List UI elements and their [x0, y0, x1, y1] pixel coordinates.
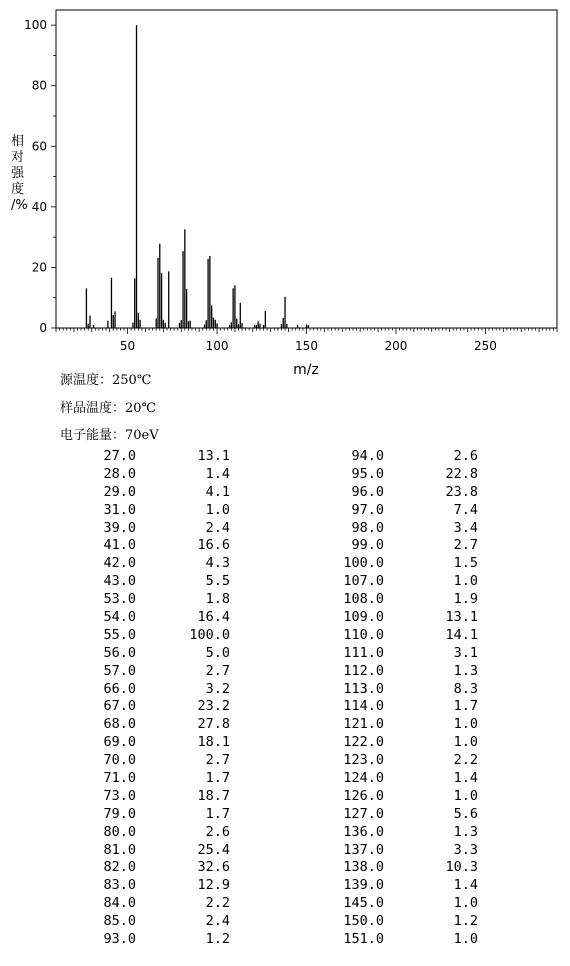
- mz-value: 82.0: [103, 859, 136, 876]
- intensity-value: 2.4: [205, 913, 230, 930]
- intensity-value: 1.4: [453, 770, 478, 787]
- mz-value: 53.0: [103, 591, 136, 608]
- mz-value: 55.0: [103, 626, 136, 643]
- mz-value: 70.0: [103, 752, 136, 769]
- intensity-value: 23.2: [197, 698, 230, 715]
- table-row: [0, 627, 570, 645]
- mz-value: 108.0: [343, 591, 384, 608]
- mz-value: 123.0: [343, 752, 384, 769]
- mz-value: 54.0: [103, 609, 136, 626]
- table-row: [0, 752, 570, 770]
- intensity-value: 5.6: [453, 805, 478, 822]
- intensity-value: 23.8: [445, 483, 478, 500]
- mz-value: 145.0: [343, 895, 384, 912]
- y-axis-ticks: [24, 18, 56, 335]
- mz-value: 56.0: [103, 644, 136, 661]
- table-row: [0, 859, 570, 877]
- y-tick-label: 80: [31, 78, 47, 93]
- mz-value: 94.0: [351, 448, 384, 464]
- mz-value: 57.0: [103, 662, 136, 679]
- mz-value: 71.0: [103, 770, 136, 787]
- mz-value: 113.0: [343, 680, 384, 697]
- mz-value: 96.0: [351, 483, 384, 500]
- mz-value: 114.0: [343, 698, 384, 715]
- bars-group: [86, 25, 308, 328]
- intensity-value: 1.0: [453, 734, 478, 751]
- intensity-value: 2.2: [205, 895, 230, 912]
- mz-value: 27.0: [103, 448, 136, 464]
- mz-value: 73.0: [103, 787, 136, 804]
- intensity-value: 3.1: [453, 644, 478, 661]
- mz-value: 93.0: [103, 931, 136, 948]
- y-axis-label-char: 对: [11, 150, 25, 165]
- intensity-value: 2.7: [205, 752, 230, 769]
- table-row: [0, 609, 570, 627]
- intensity-value: 22.8: [445, 465, 478, 482]
- sample-temperature-value: 20℃: [125, 401, 157, 416]
- intensity-value: 27.8: [197, 716, 230, 733]
- mz-value: 97.0: [351, 501, 384, 518]
- x-tick-label: 50: [119, 339, 136, 353]
- x-axis-ticks: [56, 328, 557, 353]
- mz-value: 137.0: [343, 841, 384, 858]
- intensity-value: 10.3: [445, 859, 478, 876]
- y-tick-label: 60: [31, 139, 47, 154]
- y-tick-label: 100: [24, 18, 47, 33]
- table-row: [0, 931, 570, 949]
- sample-temperature-label: 样品温度：: [60, 401, 126, 416]
- source-temperature: [60, 369, 151, 388]
- sample-temperature: [60, 397, 156, 416]
- intensity-value: 2.6: [453, 448, 478, 464]
- table-row: [0, 770, 570, 788]
- mz-value: 111.0: [343, 644, 384, 661]
- source-temperature-label: 源温度：: [60, 373, 113, 388]
- table-row: [0, 877, 570, 895]
- intensity-value: 13.1: [445, 609, 478, 626]
- mz-value: 39.0: [103, 519, 136, 536]
- mz-value: 83.0: [103, 877, 136, 894]
- table-row: [0, 734, 570, 752]
- mz-value: 42.0: [103, 555, 136, 572]
- mz-value: 81.0: [103, 841, 136, 858]
- intensity-value: 1.3: [453, 662, 478, 679]
- table-row: [0, 520, 570, 538]
- intensity-value: 2.6: [205, 823, 230, 840]
- intensity-value: 4.3: [205, 555, 230, 572]
- mz-value: 100.0: [343, 555, 384, 572]
- table-row: [0, 537, 570, 555]
- mz-value: 124.0: [343, 770, 384, 787]
- intensity-value: 4.1: [205, 483, 230, 500]
- mz-value: 31.0: [103, 501, 136, 518]
- intensity-value: 8.3: [453, 680, 478, 697]
- y-axis-label-char: 度: [11, 182, 25, 197]
- mz-value: 151.0: [343, 931, 384, 948]
- mz-value: 110.0: [343, 626, 384, 643]
- intensity-value: 3.4: [453, 519, 478, 536]
- table-row: [0, 555, 570, 573]
- x-tick-label: 250: [473, 339, 497, 353]
- intensity-value: 1.7: [205, 805, 230, 822]
- intensity-value: 16.6: [197, 537, 230, 554]
- intensity-value: 1.7: [205, 770, 230, 787]
- mz-value: 67.0: [103, 698, 136, 715]
- intensity-value: 1.8: [205, 591, 230, 608]
- intensity-value: 3.3: [453, 841, 478, 858]
- table-row: [0, 895, 570, 913]
- mz-value: 112.0: [343, 662, 384, 679]
- intensity-value: 5.0: [205, 644, 230, 661]
- mz-value: 122.0: [343, 734, 384, 751]
- table-row: [0, 698, 570, 716]
- table-row: [0, 824, 570, 842]
- y-axis-label: [11, 133, 28, 213]
- mz-value: 99.0: [351, 537, 384, 554]
- intensity-value: 1.9: [453, 591, 478, 608]
- intensity-value: 1.7: [453, 698, 478, 715]
- intensity-value: 12.9: [197, 877, 230, 894]
- intensity-value: 1.0: [453, 931, 478, 948]
- table-row: [0, 591, 570, 609]
- intensity-value: 1.0: [453, 716, 478, 733]
- intensity-value: 25.4: [197, 841, 230, 858]
- intensity-value: 18.7: [197, 787, 230, 804]
- intensity-value: 1.0: [453, 573, 478, 590]
- table-row: [0, 466, 570, 484]
- intensity-value: 1.2: [453, 913, 478, 930]
- electron-energy-label: 电子能量：: [60, 428, 126, 443]
- y-axis-label-char: /%: [11, 198, 28, 213]
- mz-value: 66.0: [103, 680, 136, 697]
- table-row: [0, 681, 570, 699]
- table-row: [0, 716, 570, 734]
- mz-value: 29.0: [103, 483, 136, 500]
- x-tick-label: 200: [384, 339, 408, 353]
- mz-value: 84.0: [103, 895, 136, 912]
- mz-value: 136.0: [343, 823, 384, 840]
- table-row: [0, 573, 570, 591]
- intensity-value: 100.0: [189, 626, 230, 643]
- intensity-value: 1.0: [205, 501, 230, 518]
- intensity-value: 1.2: [205, 931, 230, 948]
- mz-value: 109.0: [343, 609, 384, 626]
- mz-value: 28.0: [103, 465, 136, 482]
- table-row: [0, 645, 570, 663]
- intensity-value: 7.4: [453, 501, 478, 518]
- intensity-value: 16.4: [197, 609, 230, 626]
- source-temperature-value: 250℃: [112, 373, 152, 388]
- y-tick-label: 20: [31, 260, 47, 275]
- table-row: [0, 484, 570, 502]
- mz-value: 138.0: [343, 859, 384, 876]
- intensity-value: 14.1: [445, 626, 478, 643]
- mz-value: 139.0: [343, 877, 384, 894]
- intensity-value: 2.2: [453, 752, 478, 769]
- intensity-value: 2.4: [205, 519, 230, 536]
- intensity-value: 2.7: [205, 662, 230, 679]
- y-axis-label-char: 强: [11, 166, 25, 181]
- peak-table: [0, 448, 570, 949]
- mz-value: 43.0: [103, 573, 136, 590]
- y-tick-label: 0: [39, 321, 47, 335]
- intensity-value: 1.5: [453, 555, 478, 572]
- table-row: [0, 502, 570, 520]
- mz-value: 127.0: [343, 805, 384, 822]
- y-axis-label-char: 相: [11, 134, 25, 149]
- mz-value: 79.0: [103, 805, 136, 822]
- x-tick-label: 100: [205, 339, 229, 353]
- mz-value: 95.0: [351, 465, 384, 482]
- mz-value: 150.0: [343, 913, 384, 930]
- intensity-value: 1.4: [453, 877, 478, 894]
- mz-value: 98.0: [351, 519, 384, 536]
- intensity-value: 1.0: [453, 895, 478, 912]
- table-row: [0, 806, 570, 824]
- mz-value: 126.0: [343, 787, 384, 804]
- mz-value: 41.0: [103, 537, 136, 554]
- y-tick-label: 40: [31, 199, 47, 214]
- plot-frame: [56, 10, 557, 328]
- mass-spectrum-chart: [0, 0, 570, 380]
- mz-value: 107.0: [343, 573, 384, 590]
- intensity-value: 1.0: [453, 787, 478, 804]
- x-tick-label: 150: [295, 339, 318, 353]
- mz-value: 85.0: [103, 913, 136, 930]
- intensity-value: 5.5: [205, 573, 230, 590]
- table-row: [0, 842, 570, 860]
- table-row: [0, 663, 570, 681]
- intensity-value: 3.2: [205, 680, 230, 697]
- intensity-value: 13.1: [197, 448, 230, 464]
- intensity-value: 1.3: [453, 823, 478, 840]
- mz-value: 68.0: [103, 716, 136, 733]
- intensity-value: 1.4: [205, 465, 230, 482]
- table-row: [0, 448, 570, 466]
- electron-energy-value: 70eV: [125, 428, 159, 443]
- electron-energy: [60, 424, 159, 443]
- intensity-value: 18.1: [197, 734, 230, 751]
- mz-value: 80.0: [103, 823, 136, 840]
- table-row: [0, 913, 570, 931]
- intensity-value: 2.7: [453, 537, 478, 554]
- x-axis-label: m/z: [293, 362, 319, 378]
- intensity-value: 32.6: [197, 859, 230, 876]
- mz-value: 69.0: [103, 734, 136, 751]
- table-row: [0, 788, 570, 806]
- mz-value: 121.0: [343, 716, 384, 733]
